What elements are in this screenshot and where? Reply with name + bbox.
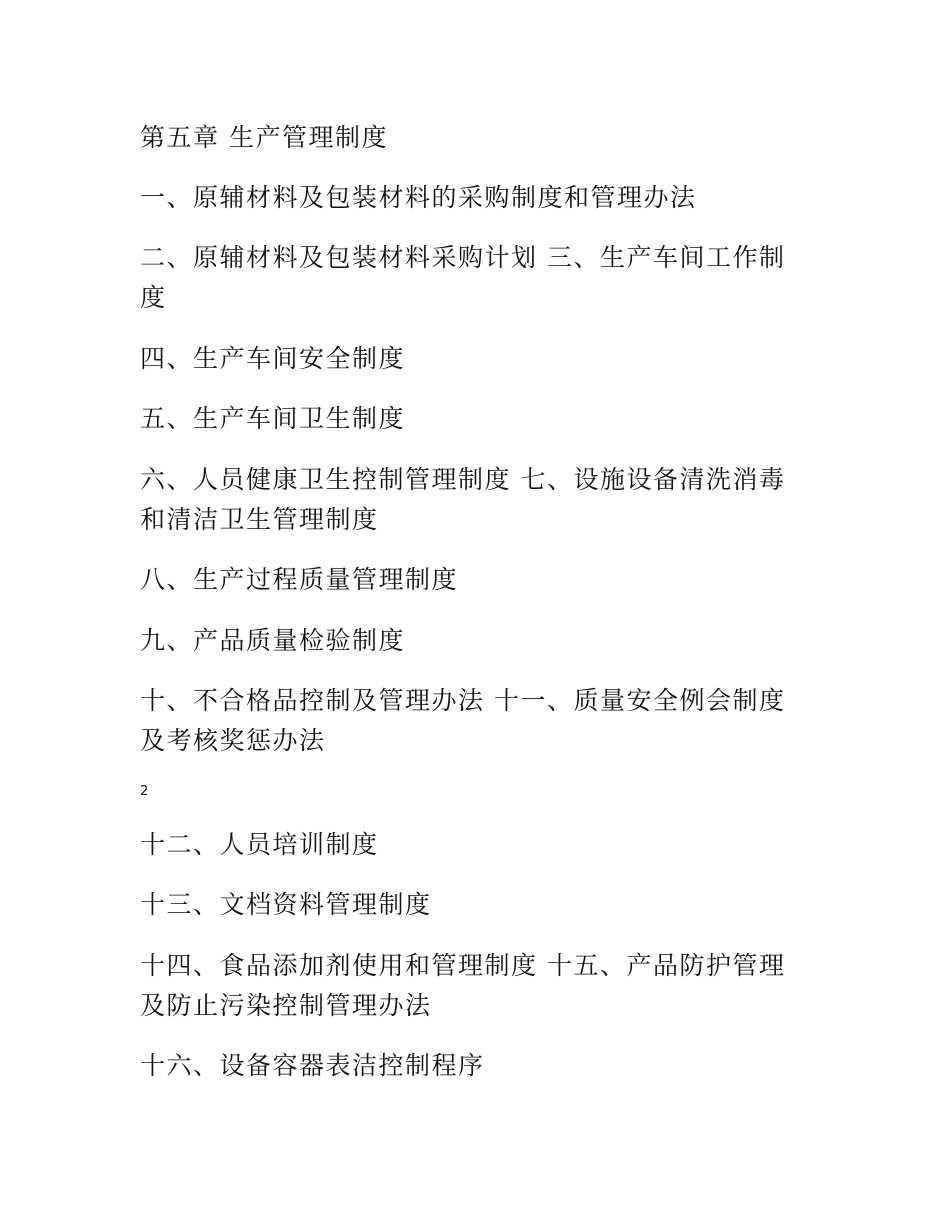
toc-item: 二、原辅材料及包装材料采购计划 三、生产车间工作制度	[140, 243, 786, 312]
toc-item: 十二、人员培训制度	[140, 830, 379, 859]
toc-item: 九、产品质量检验制度	[140, 626, 406, 655]
toc-item: 六、人员健康卫生控制管理制度 七、设施设备清洗消毒和清洁卫生管理制度	[140, 465, 786, 534]
toc-item: 十三、文档资料管理制度	[140, 890, 432, 919]
toc-item: 五、生产车间卫生制度	[140, 404, 406, 433]
toc-item: 十四、食品添加剂使用和管理制度 十五、产品防护管理及防止污染控制管理办法	[140, 951, 786, 1020]
toc-item: 一、原辅材料及包装材料的采购制度和管理办法	[140, 183, 697, 212]
toc-item: 四、生产车间安全制度	[140, 344, 406, 373]
chapter-title: 第五章 生产管理制度	[140, 123, 388, 152]
toc-item: 十、不合格品控制及管理办法 十一、质量安全例会制度及考核奖惩办法	[140, 686, 786, 755]
toc-item: 十六、设备容器表洁控制程序	[140, 1051, 485, 1080]
page-number: 2	[140, 784, 149, 799]
toc-item: 八、生产过程质量管理制度	[140, 565, 459, 594]
